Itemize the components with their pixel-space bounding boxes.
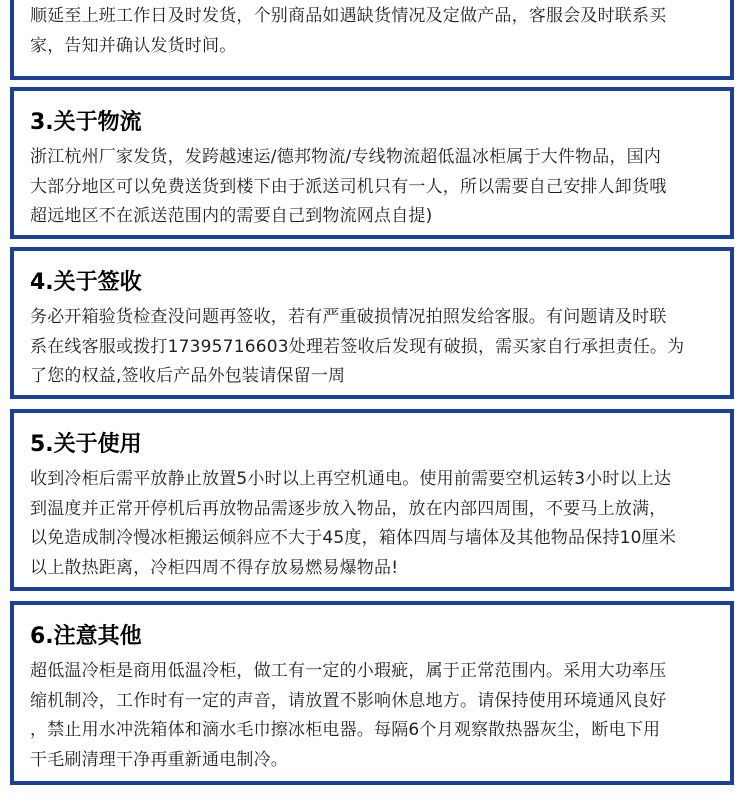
section-usage-card — [10, 409, 734, 591]
section-logistics-title: 3.关于物流 — [30, 110, 142, 135]
section-logistics-card — [10, 87, 734, 239]
section-shipping-time-body — [30, 2, 722, 61]
section-logistics-line-3: 超远地区不在派送范围内的需要自己到物流网点自提) — [30, 206, 433, 226]
section-receipt-line-2: 系在线客服或拨打17395716603处理若签收后发现有破损，需买家自行承担责任。为 — [30, 336, 685, 357]
section-receipt-body — [30, 303, 722, 392]
section-other-notes-line-3: ，禁止用水冲洗箱体和滴水毛巾擦冰柜电器。每隔6个月观察散热器灰尘，断电下用 — [30, 720, 661, 740]
section-usage-line-4: 以上散热距离，冷柜四周不得存放易燃易爆物品! — [30, 557, 399, 578]
section-usage-title: 5.关于使用 — [30, 432, 142, 457]
section-other-notes-title: 6.注意其他 — [30, 624, 142, 649]
section-receipt-card — [10, 247, 734, 399]
section-logistics-line-2: 大部分地区可以免费送货到楼下由于派送司机只有一人，所以需要自己安排人卸货哦 — [30, 176, 667, 197]
section-receipt-line-1: 务必开箱验货检查没问题再签收，若有严重破损情况拍照发给客服。有问题请及时联 — [30, 307, 667, 327]
section-logistics-body — [30, 143, 722, 232]
section-logistics-line-1: 浙江杭州厂家发货，发跨越速运/德邦物流/专线物流超低温冰柜属于大件物品，国内 — [30, 147, 662, 167]
section-shipping-time-card — [10, 0, 734, 80]
section-shipping-time-line-1: 顺延至上班工作日及时发货，个别商品如遇缺货情况及定做产品，客服会及时联系买 — [30, 6, 667, 26]
section-receipt-title: 4.关于签收 — [30, 270, 142, 295]
section-shipping-time-line-2: 家，告知并确认发货时间。 — [30, 35, 237, 56]
section-receipt-line-3: 了您的权益,签收后产品外包装请保留一周 — [30, 366, 346, 386]
section-other-notes-body — [30, 657, 722, 775]
section-usage-line-1: 收到冷柜后需平放静止放置5小时以上再空机通电。使用前需要空机运转3小时以上达 — [30, 469, 672, 489]
section-usage-body — [30, 465, 722, 583]
section-other-notes-line-1: 超低温冷柜是商用低温冷柜，做工有一定的小瑕疵，属于正常范围内。采用大功率压 — [30, 661, 667, 681]
section-other-notes-line-4: 干毛刷清理干净再重新通电制冷。 — [30, 749, 288, 770]
section-other-notes-line-2: 缩机制冷，工作时有一定的声音，请放置不影响休息地方。请保持使用环境通风良好 — [30, 690, 667, 711]
section-usage-line-2: 到温度并正常开停机后再放物品需逐步放入物品，放在内部四周围，不要马上放满， — [30, 498, 667, 519]
section-other-notes-card — [10, 601, 734, 785]
section-usage-line-3: 以免造成制冷慢冰柜搬运倾斜应不大于45度，箱体四周与墙体及其他物品保持10厘米 — [30, 528, 677, 548]
